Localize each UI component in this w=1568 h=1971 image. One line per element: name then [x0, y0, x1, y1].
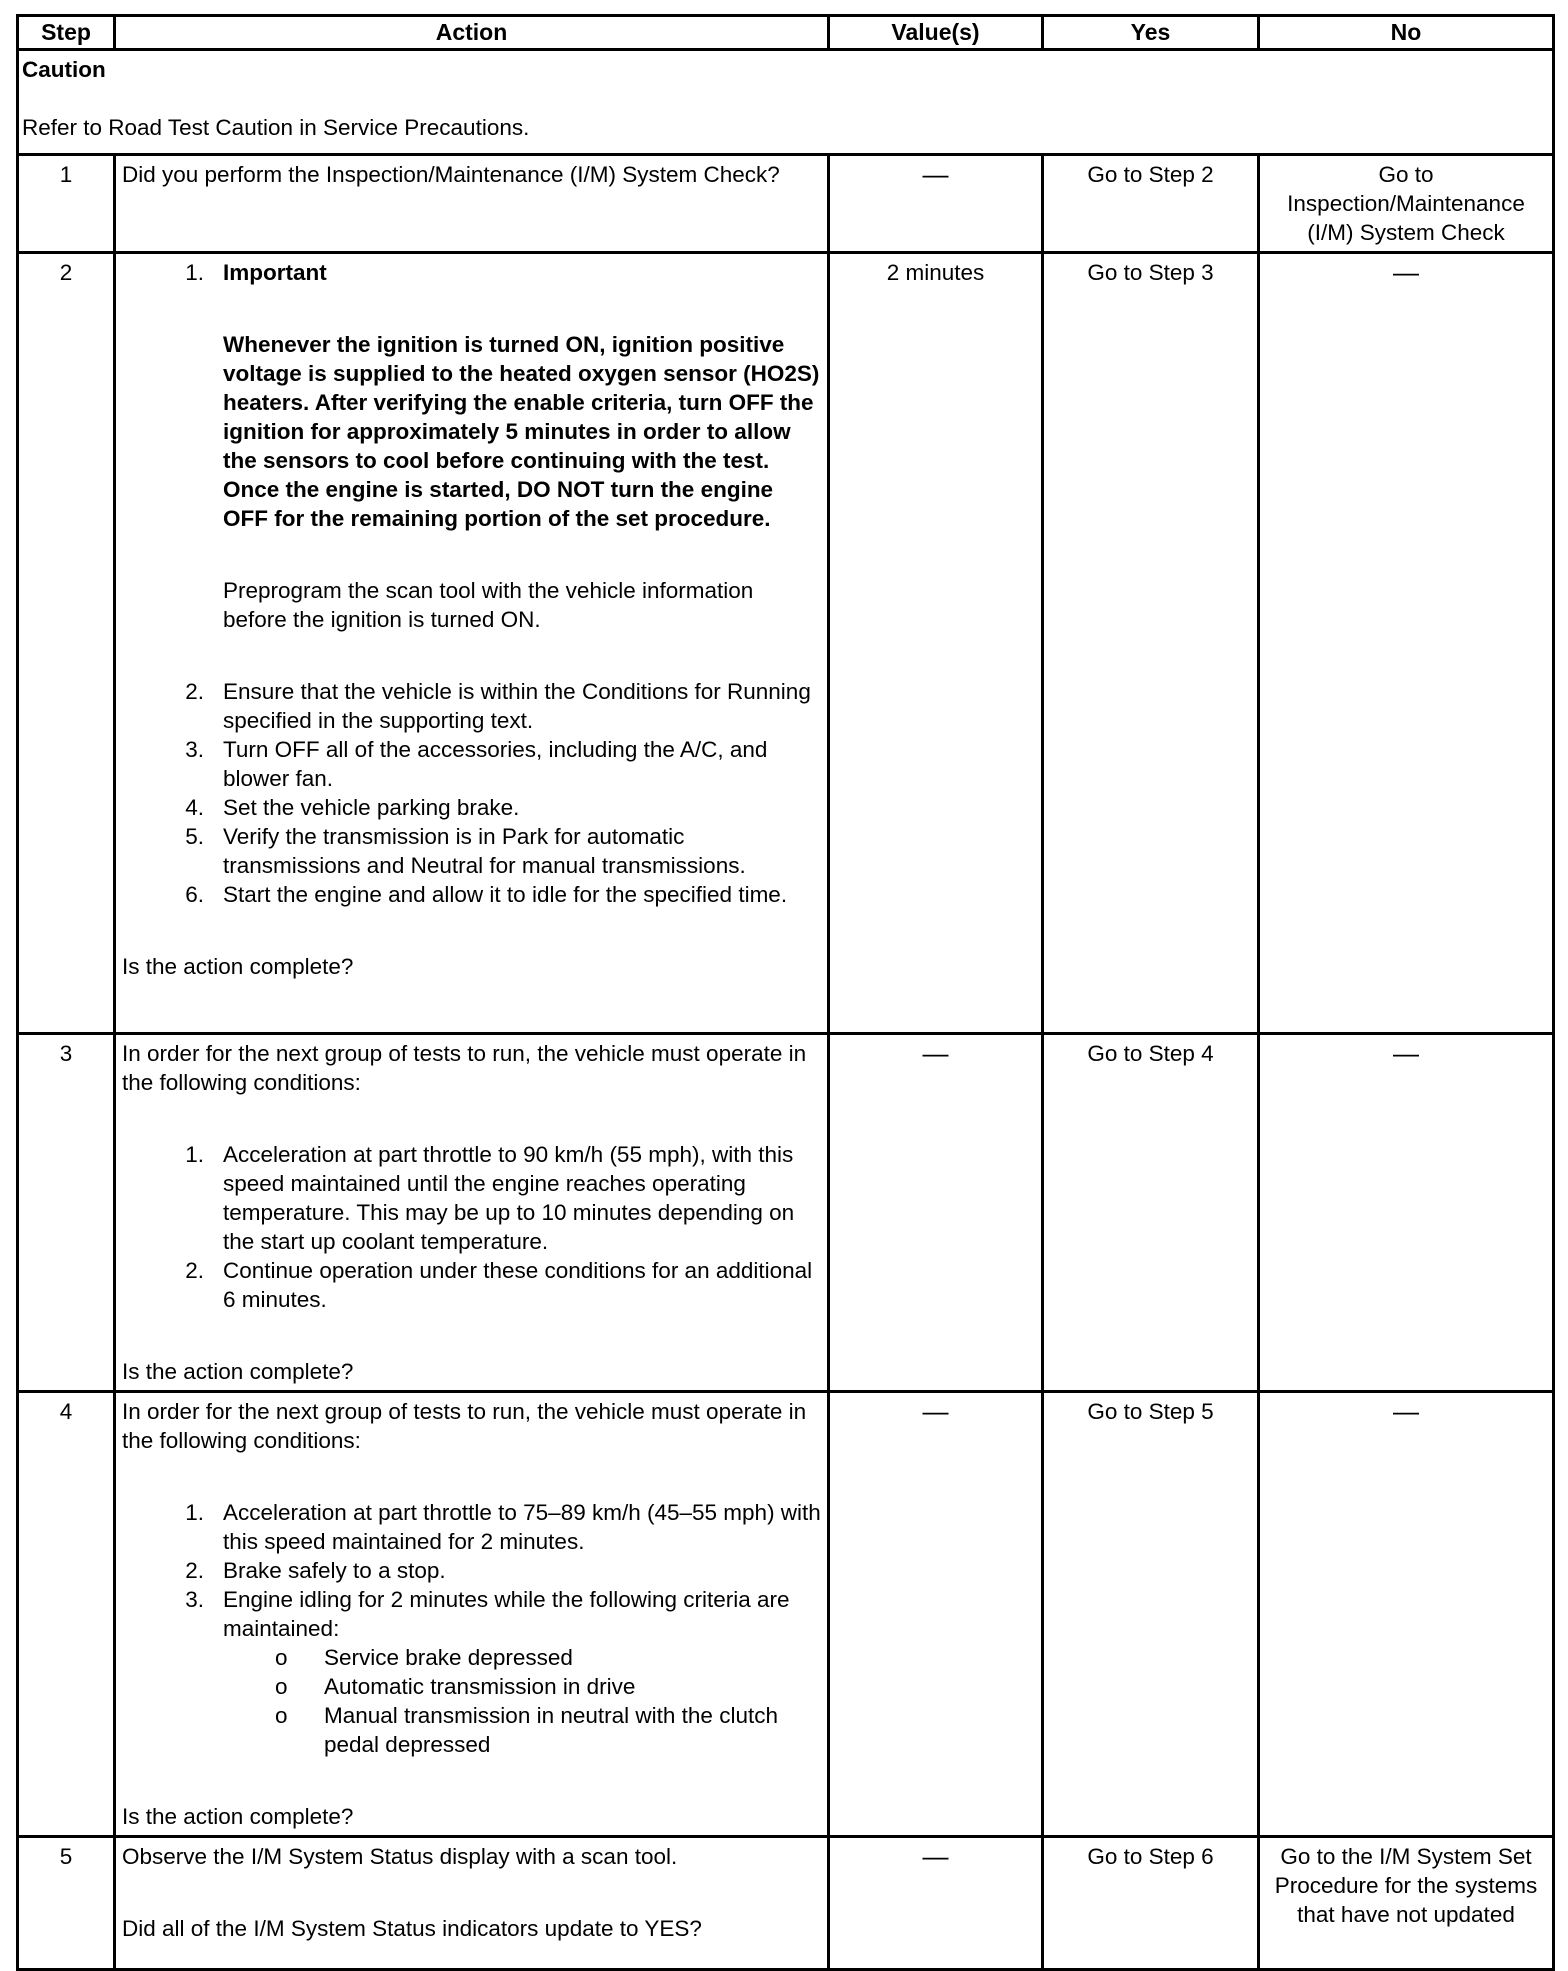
important-text: Whenever the ignition is turned ON, ignition positive voltage is supplied to the heated oxygen sensor (HO2S) heaters. After verifying the enable criteria, turn OFF the ignition for approximately 5 minutes in order to allow the sensors to cool before continuing with the test. Once the engine is started, DO NOT turn the engine OFF for the remaining portion of the set procedure. [223, 332, 820, 531]
question-text: Is the action complete? [122, 1804, 354, 1829]
yes-cell: Go to Step 5 [1043, 1392, 1259, 1837]
step-number: 5 [18, 1837, 115, 1970]
no-cell: — [1259, 1392, 1554, 1837]
caution-text: Refer to Road Test Caution in Service Precautions. [22, 115, 530, 140]
item-text: Continue operation under these conditions for an additional 6 minutes. [223, 1258, 813, 1312]
item-text: Acceleration at part throttle to 90 km/h (55 mph), with this speed maintained until the engine reaches operating temperature. This may be up to 10 minutes depending on the start up coolant temperature. [223, 1142, 795, 1254]
value-cell: — [829, 1837, 1043, 1970]
step-number: 4 [18, 1392, 115, 1837]
list-item [122, 677, 821, 735]
header-yes: Yes [1043, 16, 1259, 50]
item-number: 2. [185, 1558, 204, 1583]
list-item [122, 1556, 821, 1585]
item-text: Service brake depressed [324, 1645, 573, 1670]
item-number: 4. [185, 795, 204, 820]
item-text: Start the engine and allow it to idle for the specified time. [223, 882, 788, 907]
bullet-icon: o [275, 1703, 288, 1728]
intro-text: In order for the next group of tests to run, the vehicle must operate in the following conditions: [122, 1041, 807, 1095]
action-cell [115, 1392, 829, 1837]
criteria-list [122, 1643, 821, 1759]
action-list [122, 258, 821, 909]
item-number: 1. [185, 1500, 204, 1525]
table-row [18, 1837, 1554, 1970]
header-no: No [1259, 16, 1554, 50]
no-cell: — [1259, 253, 1554, 1034]
table-row [18, 155, 1554, 253]
caution-cell [18, 50, 1554, 155]
header-action: Action [115, 16, 829, 50]
item-number: 6. [185, 882, 204, 907]
item-text: Verify the transmission is in Park for automatic transmissions and Neutral for manual transmissions. [223, 824, 746, 878]
list-item [122, 1672, 821, 1701]
list-item [122, 258, 821, 677]
item-text: Manual transmission in neutral with the clutch pedal depressed [324, 1703, 778, 1757]
item-number: 1. [185, 260, 204, 285]
list-item [122, 1498, 821, 1556]
item-number: 2. [185, 1258, 204, 1283]
no-cell: — [1259, 1034, 1554, 1392]
no-cell: Go to Inspection/Maintenance (I/M) System Check [1259, 155, 1554, 253]
header-row [18, 16, 1554, 50]
value-cell: — [829, 155, 1043, 253]
caution-title: Caution [22, 57, 106, 82]
yes-cell: Go to Step 4 [1043, 1034, 1259, 1392]
header-values: Value(s) [829, 16, 1043, 50]
item-text: Set the vehicle parking brake. [223, 795, 520, 820]
question-text: Is the action complete? [122, 1359, 354, 1384]
list-item [122, 880, 821, 909]
item-number: 5. [185, 824, 204, 849]
action-list [122, 1498, 821, 1643]
question-text: Did all of the I/M System Status indicators update to YES? [122, 1916, 702, 1941]
value-cell: 2 minutes [829, 253, 1043, 1034]
item-text: Ensure that the vehicle is within the Conditions for Running specified in the supporting text. [223, 679, 811, 733]
list-item [122, 822, 821, 880]
yes-cell: Go to Step 3 [1043, 253, 1259, 1034]
action-list [122, 1140, 821, 1314]
item-number: 2. [185, 679, 204, 704]
yes-cell: Go to Step 2 [1043, 155, 1259, 253]
preprogram-text: Preprogram the scan tool with the vehicle information before the ignition is turned ON. [223, 578, 754, 632]
action-cell [115, 1837, 829, 1970]
step-number: 3 [18, 1034, 115, 1392]
table-row [18, 253, 1554, 1034]
item-text: Automatic transmission in drive [324, 1674, 636, 1699]
question-text: Is the action complete? [122, 954, 354, 979]
step-number: 1 [18, 155, 115, 253]
caution-row [18, 50, 1554, 155]
item-number: 1. [185, 1142, 204, 1167]
item-number: 3. [185, 737, 204, 762]
intro-text: In order for the next group of tests to run, the vehicle must operate in the following conditions: [122, 1399, 807, 1453]
value-cell: — [829, 1392, 1043, 1837]
list-item [122, 1643, 821, 1672]
no-cell: Go to the I/M System Set Procedure for the systems that have not updated [1259, 1837, 1554, 1970]
list-item [122, 735, 821, 793]
action-text: Did you perform the Inspection/Maintenance (I/M) System Check? [115, 155, 829, 253]
list-item [122, 793, 821, 822]
intro-text: Observe the I/M System Status display with a scan tool. [122, 1844, 678, 1869]
list-item [122, 1140, 821, 1256]
table-row [18, 1392, 1554, 1837]
action-cell [115, 253, 829, 1034]
list-item [122, 1256, 821, 1314]
yes-cell: Go to Step 6 [1043, 1837, 1259, 1970]
important-label: Important [223, 260, 327, 285]
item-text: Turn OFF all of the accessories, including the A/C, and blower fan. [223, 737, 768, 791]
bullet-icon: o [275, 1645, 288, 1670]
item-number: 3. [185, 1587, 204, 1612]
item-text: Brake safely to a stop. [223, 1558, 446, 1583]
step-number: 2 [18, 253, 115, 1034]
list-item [122, 1585, 821, 1643]
table-row [18, 1034, 1554, 1392]
value-cell: — [829, 1034, 1043, 1392]
item-text: Engine idling for 2 minutes while the following criteria are maintained: [223, 1587, 790, 1641]
diagnostic-table [16, 14, 1555, 1971]
item-text: Acceleration at part throttle to 75–89 km/h (45–55 mph) with this speed maintained for 2 minutes. [223, 1500, 821, 1554]
bullet-icon: o [275, 1674, 288, 1699]
header-step: Step [18, 16, 115, 50]
list-item [122, 1701, 821, 1759]
action-cell [115, 1034, 829, 1392]
